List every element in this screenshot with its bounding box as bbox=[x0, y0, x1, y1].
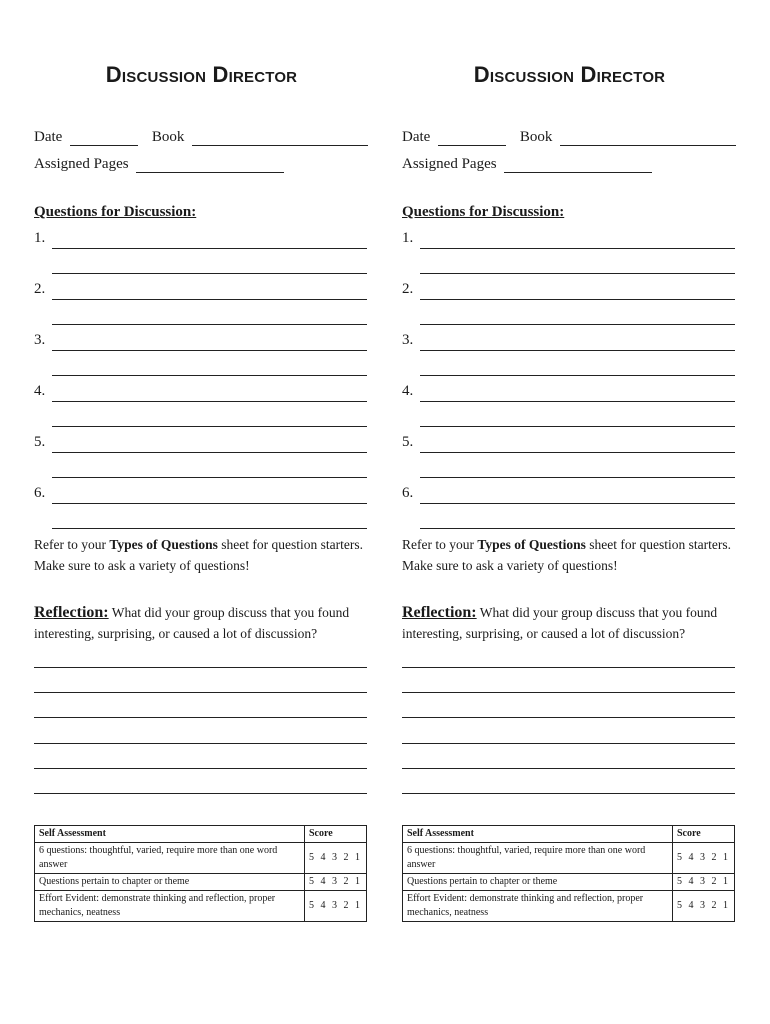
question-answer-line[interactable] bbox=[420, 324, 735, 325]
reflection-line[interactable] bbox=[402, 768, 735, 769]
worksheet-title: Discussion Director bbox=[105, 62, 298, 87]
reflection-prompt: What did your group discuss that you found interesting, surprising, or caused a lot of discussion? bbox=[34, 605, 350, 641]
pages-row bbox=[402, 155, 652, 173]
assigned-pages-label: Assigned Pages bbox=[34, 156, 129, 172]
question-number: 4. bbox=[402, 383, 414, 399]
assigned-pages-field[interactable] bbox=[136, 157, 284, 173]
date-label: Date bbox=[34, 129, 63, 145]
question-answer-line[interactable] bbox=[420, 299, 735, 300]
table-row bbox=[35, 874, 367, 891]
question-answer-line[interactable] bbox=[52, 503, 367, 504]
question-answer-line[interactable] bbox=[420, 375, 735, 376]
reflection-block bbox=[402, 602, 737, 644]
criterion-label: Effort Evident: demonstrate thinking and reflection, proper mechanics, neatness bbox=[403, 891, 673, 922]
question-answer-line[interactable] bbox=[52, 375, 367, 376]
score-scale[interactable]: 5 4 3 2 1 bbox=[673, 874, 735, 891]
question-answer-line[interactable] bbox=[52, 248, 367, 249]
assigned-pages-label: Assigned Pages bbox=[402, 156, 497, 172]
note-prefix: Refer to your bbox=[402, 537, 478, 552]
date-book-row bbox=[402, 128, 736, 146]
question-number: 3. bbox=[402, 332, 414, 348]
question-answer-line[interactable] bbox=[52, 350, 367, 351]
question-answer-line[interactable] bbox=[420, 273, 735, 274]
question-answer-line[interactable] bbox=[420, 452, 735, 453]
table-row bbox=[35, 843, 367, 874]
question-answer-line[interactable] bbox=[52, 299, 367, 300]
worksheet-left bbox=[34, 0, 369, 1024]
note-suffix: sheet for question starters. Make sure to ask a variety of questions! bbox=[34, 537, 363, 573]
assigned-pages-field[interactable] bbox=[504, 157, 652, 173]
question-number: 5. bbox=[402, 434, 414, 450]
question-number: 4. bbox=[34, 383, 46, 399]
date-book-row bbox=[34, 128, 368, 146]
question-number: 2. bbox=[402, 281, 414, 297]
book-field[interactable] bbox=[560, 130, 736, 146]
score-scale[interactable]: 5 4 3 2 1 bbox=[305, 891, 367, 922]
reflection-heading: Reflection: bbox=[402, 604, 477, 621]
note-emphasis: Types of Questions bbox=[109, 537, 218, 552]
question-answer-line[interactable] bbox=[420, 248, 735, 249]
reflection-line[interactable] bbox=[34, 692, 367, 693]
question-answer-line[interactable] bbox=[52, 452, 367, 453]
table-row bbox=[35, 891, 367, 922]
book-field[interactable] bbox=[192, 130, 368, 146]
date-field[interactable] bbox=[70, 130, 138, 146]
questions-heading: Questions for Discussion: bbox=[402, 204, 565, 220]
question-starters-note bbox=[34, 534, 369, 576]
self-assessment-table bbox=[34, 825, 367, 922]
question-number: 1. bbox=[34, 230, 46, 246]
question-answer-line[interactable] bbox=[420, 503, 735, 504]
date-label: Date bbox=[402, 129, 431, 145]
criterion-label: Effort Evident: demonstrate thinking and reflection, proper mechanics, neatness bbox=[35, 891, 305, 922]
question-number: 6. bbox=[402, 485, 414, 501]
score-scale[interactable]: 5 4 3 2 1 bbox=[673, 891, 735, 922]
self-assessment-header: Self Assessment bbox=[403, 826, 673, 843]
reflection-line[interactable] bbox=[402, 692, 735, 693]
question-answer-line[interactable] bbox=[420, 477, 735, 478]
reflection-prompt: What did your group discuss that you found interesting, surprising, or caused a lot of discussion? bbox=[402, 605, 718, 641]
question-answer-line[interactable] bbox=[420, 350, 735, 351]
worksheet-title: Discussion Director bbox=[473, 62, 666, 87]
question-answer-line[interactable] bbox=[52, 401, 367, 402]
question-answer-line[interactable] bbox=[52, 324, 367, 325]
question-answer-line[interactable] bbox=[52, 426, 367, 427]
question-number: 3. bbox=[34, 332, 46, 348]
reflection-line[interactable] bbox=[402, 667, 735, 668]
reflection-line[interactable] bbox=[34, 768, 367, 769]
question-answer-line[interactable] bbox=[52, 528, 367, 529]
question-answer-line[interactable] bbox=[52, 477, 367, 478]
note-suffix: sheet for question starters. Make sure to ask a variety of questions! bbox=[402, 537, 731, 573]
reflection-line[interactable] bbox=[34, 743, 367, 744]
question-starters-note bbox=[402, 534, 737, 576]
score-header: Score bbox=[673, 826, 735, 843]
reflection-line[interactable] bbox=[402, 717, 735, 718]
self-assessment-header: Self Assessment bbox=[35, 826, 305, 843]
reflection-line[interactable] bbox=[402, 793, 735, 794]
reflection-line[interactable] bbox=[402, 743, 735, 744]
questions-heading: Questions for Discussion: bbox=[34, 204, 197, 220]
score-scale[interactable]: 5 4 3 2 1 bbox=[305, 843, 367, 874]
score-scale[interactable]: 5 4 3 2 1 bbox=[305, 874, 367, 891]
pages-row bbox=[34, 155, 284, 173]
reflection-line[interactable] bbox=[34, 793, 367, 794]
question-number: 2. bbox=[34, 281, 46, 297]
criterion-label: 6 questions: thoughtful, varied, require more than one word answer bbox=[403, 843, 673, 874]
note-prefix: Refer to your bbox=[34, 537, 110, 552]
score-header: Score bbox=[305, 826, 367, 843]
question-number: 5. bbox=[34, 434, 46, 450]
reflection-line[interactable] bbox=[34, 717, 367, 718]
book-label: Book bbox=[151, 129, 185, 145]
self-assessment-table bbox=[402, 825, 735, 922]
reflection-block bbox=[34, 602, 369, 644]
score-scale[interactable]: 5 4 3 2 1 bbox=[673, 843, 735, 874]
question-number: 6. bbox=[34, 485, 46, 501]
criterion-label: Questions pertain to chapter or theme bbox=[35, 874, 305, 891]
table-row bbox=[403, 891, 735, 922]
book-label: Book bbox=[519, 129, 553, 145]
question-number: 1. bbox=[402, 230, 414, 246]
reflection-line[interactable] bbox=[34, 667, 367, 668]
question-answer-line[interactable] bbox=[52, 273, 367, 274]
criterion-label: Questions pertain to chapter or theme bbox=[403, 874, 673, 891]
question-answer-line[interactable] bbox=[420, 528, 735, 529]
reflection-heading: Reflection: bbox=[34, 604, 109, 621]
table-row bbox=[403, 843, 735, 874]
worksheet-right bbox=[402, 0, 737, 1024]
note-emphasis: Types of Questions bbox=[477, 537, 586, 552]
criterion-label: 6 questions: thoughtful, varied, require more than one word answer bbox=[35, 843, 305, 874]
question-answer-line[interactable] bbox=[420, 401, 735, 402]
question-answer-line[interactable] bbox=[420, 426, 735, 427]
date-field[interactable] bbox=[438, 130, 506, 146]
table-row bbox=[403, 874, 735, 891]
